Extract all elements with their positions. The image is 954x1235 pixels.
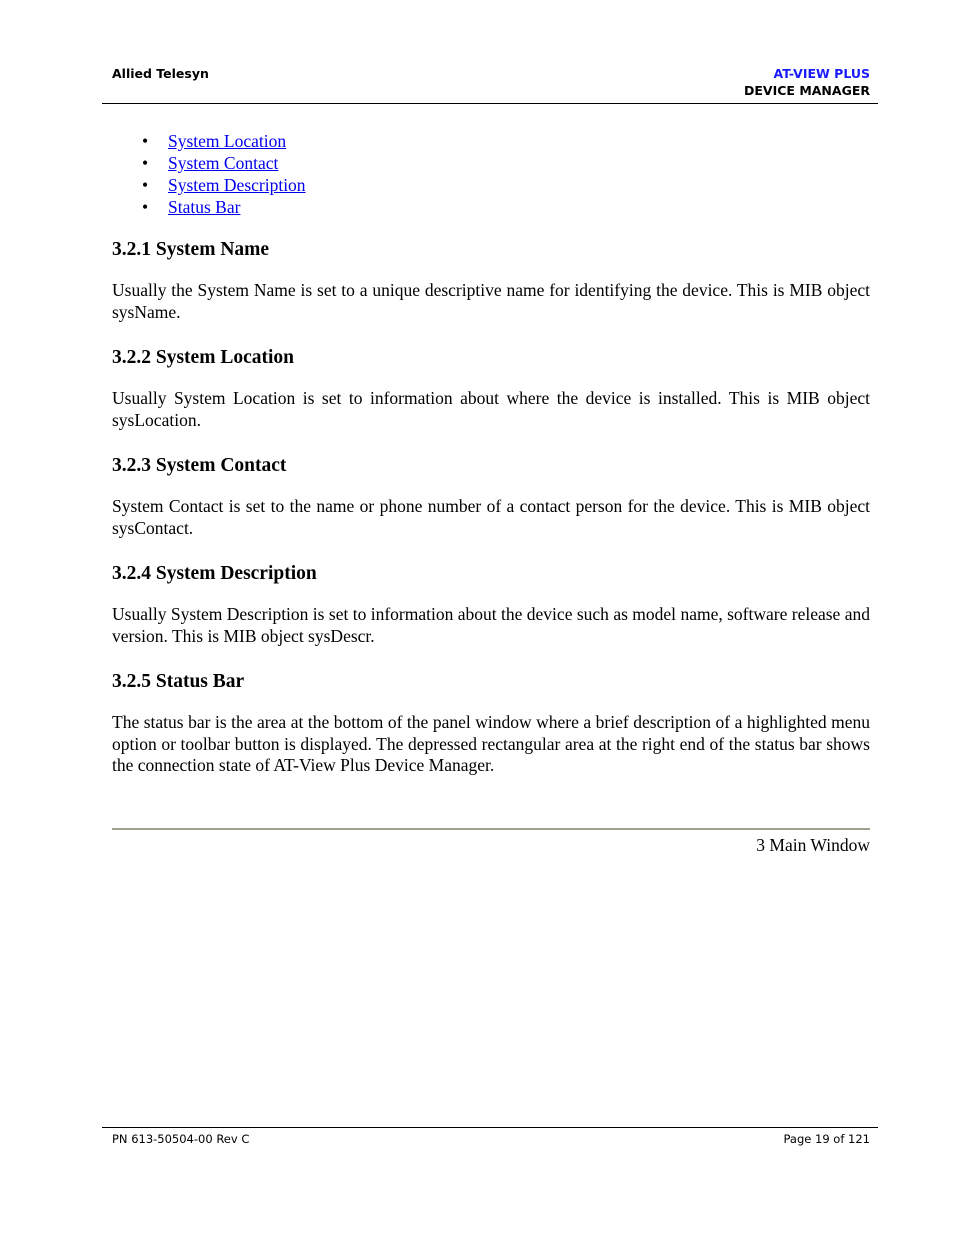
header-subtitle: DEVICE MANAGER <box>744 83 870 98</box>
section-footer-divider <box>112 828 870 830</box>
link-system-description[interactable]: System Description <box>168 175 306 195</box>
header-product: AT-VIEW PLUS <box>773 66 870 81</box>
section-status-bar <box>112 668 870 777</box>
section-paragraph: System Contact is set to the name or phone number of a contact person for the device. This is MIB object sysContact. <box>112 496 870 538</box>
section-system-description <box>112 560 870 647</box>
section-system-name <box>112 236 870 323</box>
document-body <box>112 236 870 798</box>
page-number: Page 19 of 121 <box>783 1132 870 1146</box>
header-divider <box>102 103 878 104</box>
bullet-icon: • <box>142 131 149 151</box>
section-paragraph: Usually System Location is set to information about where the device is installed. This is MIB object sysLocation. <box>112 388 870 430</box>
footer-divider <box>102 1127 878 1128</box>
list-item <box>112 130 306 152</box>
link-system-location[interactable]: System Location <box>168 131 287 151</box>
bullet-icon: • <box>142 175 149 195</box>
section-paragraph: Usually System Description is set to information about the device such as model name, software release and version. This is MIB object sysDescr. <box>112 604 870 646</box>
link-system-contact[interactable]: System Contact <box>168 153 279 173</box>
section-heading: 3.2.3 System Contact <box>112 455 287 476</box>
chapter-footer: 3 Main Window <box>756 835 870 855</box>
list-item <box>112 152 306 174</box>
bullet-icon: • <box>142 197 149 217</box>
link-status-bar[interactable]: Status Bar <box>168 197 241 217</box>
section-heading: 3.2.2 System Location <box>112 347 294 368</box>
list-item <box>112 174 306 196</box>
section-heading: 3.2.4 System Description <box>112 563 317 584</box>
bullet-icon: • <box>142 153 149 173</box>
section-heading: 3.2.1 System Name <box>112 239 270 260</box>
section-heading: 3.2.5 Status Bar <box>112 671 245 692</box>
list-item <box>112 196 306 218</box>
section-paragraph: Usually the System Name is set to a unique descriptive name for identifying the device. This is MIB object sysName. <box>112 280 870 322</box>
part-number: PN 613-50504-00 Rev C <box>112 1132 250 1146</box>
header-company: Allied Telesyn <box>112 66 209 81</box>
section-paragraph: The status bar is the area at the bottom of the panel window where a brief description of a highlighted menu option or toolbar button is displayed. The depressed rectangular area at the right end of the status bar shows the connection state of AT-View Plus Device Manager. <box>112 712 870 775</box>
section-system-location <box>112 344 870 431</box>
toc-link-list <box>112 130 306 218</box>
section-system-contact <box>112 452 870 539</box>
